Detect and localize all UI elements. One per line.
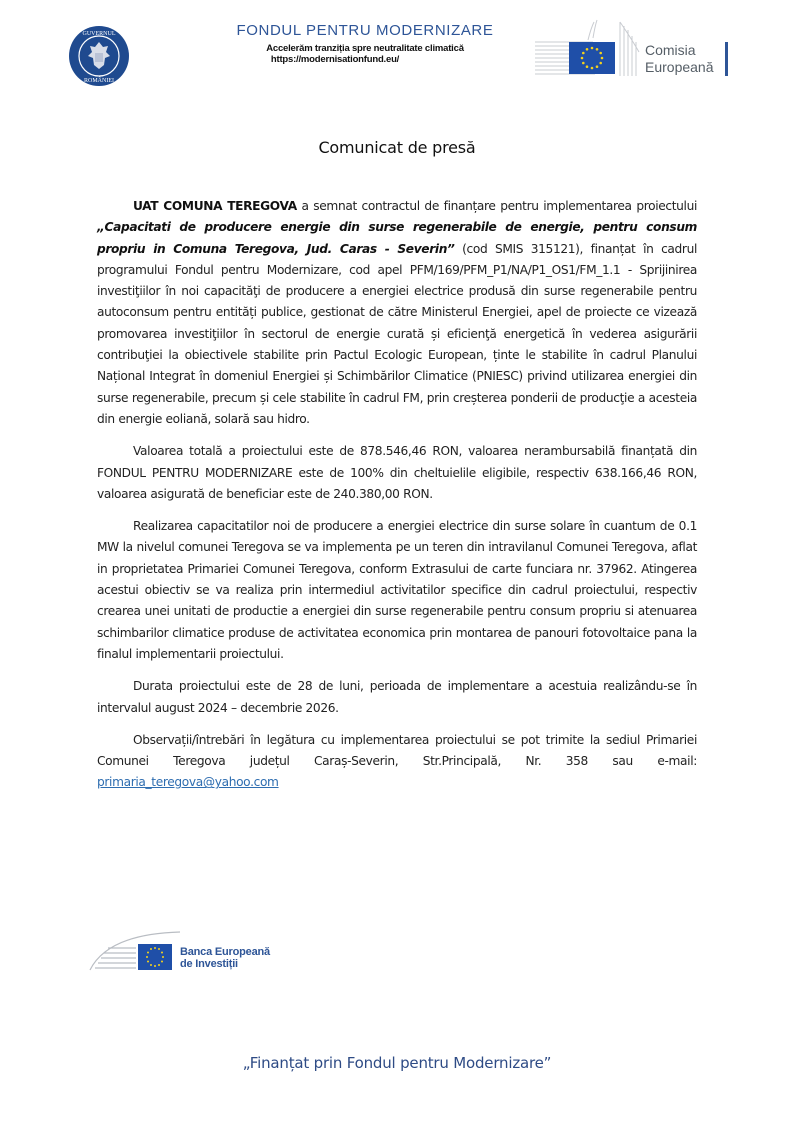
paragraph-text: (cod SMIS 315121), finanțat în cadrul programului Fondul pentru Modernizare, cod apel PFM/169/PFM_P1/NA/P1_OS1/FM_1.1 - Sprijinirea investiţiilor în noi capacităţi de producere a energiei electrice produsă din surse regenerabile pentru autoconsum pentru entități publice, gestionat de către Ministerul Energiei, apel de proiecte ce vizează promovarea investiţiilor în sectorul de energie curată și eficienţă energetică în vederea asigurării contribuţiei la obiectivele stabilite prin Pactul Ecologic European, ținte le stabilite în cadrul Planului Național Integrat în domeniul Energiei și Schimbărilor Climatice (PNIESC) privind utilizarea energiei din surse regenerabile, precum și cele stabilite în cadrul FM, prin creșterea ponderii de producţie a acesteia din energie eoliană, solară sau hidro. — [97, 241, 697, 426]
fund-title: FONDUL PENTRU MODERNIZARE — [236, 22, 494, 39]
press-release-body — [97, 196, 697, 805]
email-link[interactable]: primaria_teregova@yahoo.com — [97, 775, 279, 790]
fund-tagline: Accelerăm tranziția spre neutralitate climatică — [266, 43, 464, 54]
page-title: Comunicat de presă — [318, 138, 476, 157]
european-commission-label — [645, 42, 714, 76]
paragraph-text: Observații/întrebări în legătura cu implementarea proiectului se pot trimite la sediul Primariei Comunei Teregova județul Caraș-Severin, Str.Principală, Nr. 358 sau e-mail: — [97, 732, 697, 769]
paragraph-contact — [97, 730, 697, 794]
svg-text:GUVERNUL: GUVERNUL — [82, 31, 116, 37]
project-title: „Capacitati de producere energie din surse regenerabile de energie, pentru consum propriu in Comuna Teregova, Jud. Caras - Severin” — [97, 220, 697, 256]
paragraph-text: a semnat contractul de finanțare pentru implementarea proiectului — [296, 199, 697, 213]
ec-divider — [725, 42, 728, 76]
fund-url[interactable]: https://modernisationfund.eu/ — [270, 54, 400, 65]
ec-label-line1: Comisia — [645, 42, 696, 58]
paragraph-contract — [97, 196, 697, 430]
paragraph-capacity: Realizarea capacitatilor noi de producere a energiei electrice din surse solare în cuantum de 0.1 MW la nivelul comunei Teregova se va implementa pe un teren din intravilanul Comunei Teregova, aflat in proprietatea Primariei Comunei Teregova, conform Extrasului de carte funciara nr. 37962. Atingerea acestui obiectiv se va realiza prin intermediul activitatilor specifice din cadrul proiectului, respectiv crearea unei unitati de productie a energiei din surse regenerabile pentru consum propriu si atenuarea schimbarilor climatice produse de activitatea economica prin montarea de panouri fotovoltaice pana la finalul implementarii proiectului. — [97, 519, 697, 661]
paragraph-duration: Durata proiectului este de 28 de luni, perioada de implementare a acestuia realizându-se în intervalul august 2024 – decembrie 2026. — [97, 679, 697, 715]
paragraph-value: Valoarea totală a proiectului este de 878.546,46 RON, valoarea nerambursabilă finanțată din FONDUL PENTRU MODERNIZARE este de 100% din cheltuielile eligibile, respectiv 638.166,46 RON, valoarea asigurată de beneficiar este de 240.380,00 RON. — [97, 444, 697, 501]
beneficiary-name: UAT COMUNA TEREGOVA — [133, 199, 297, 213]
eib-label — [180, 946, 270, 970]
funding-footer: „Finanțat prin Fondul pentru Modernizare” — [242, 1054, 552, 1072]
page-header — [0, 0, 794, 100]
ec-label-line2: Europeană — [645, 59, 714, 75]
fund-header-block — [180, 22, 550, 65]
svg-text:ROMÂNIEI: ROMÂNIEI — [84, 78, 114, 84]
eib-label-line1: Banca Europeană — [180, 946, 270, 958]
eib-label-line2: de Investiții — [180, 958, 238, 970]
